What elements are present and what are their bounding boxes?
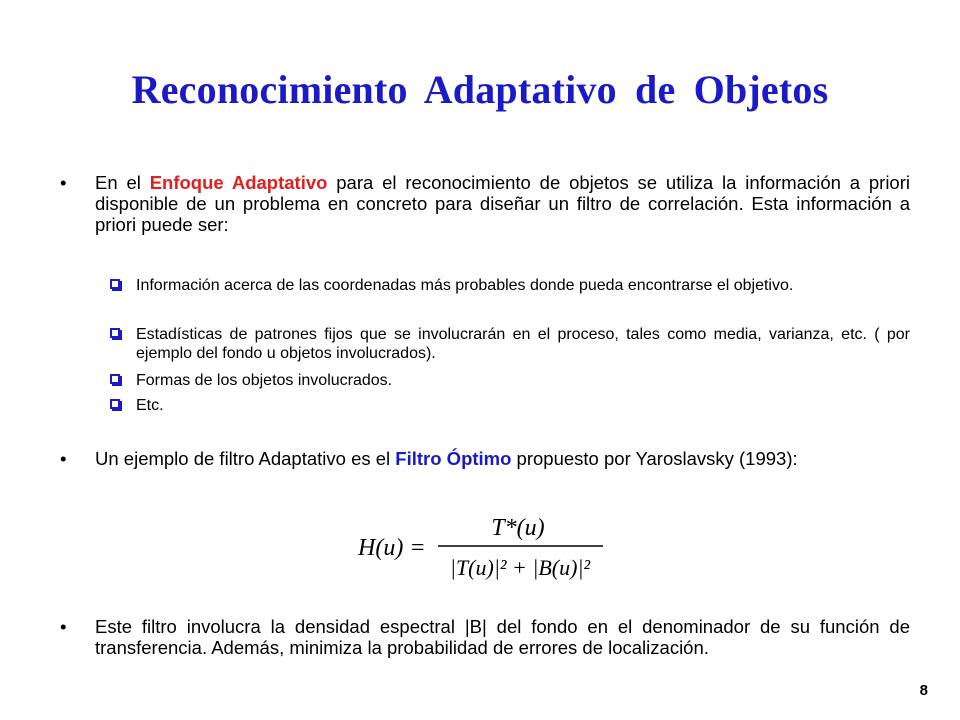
bullet-text-pre: Un ejemplo de filtro Adaptativo es el	[95, 448, 396, 469]
bullet-text	[95, 172, 910, 235]
bullet-icon: •	[60, 616, 67, 637]
page-number: 8	[919, 682, 928, 699]
highlight-filtro-optimo: Filtro Óptimo	[395, 448, 512, 469]
bullet-text-post: para el reconocimiento de objetos se utiliza la información a priori disponible de un problema en concreto para diseñar un filtro de correlación. Esta información a priori puede ser:	[95, 172, 910, 235]
bullet-text: Este filtro involucra la densidad espectral |B| del fondo en el denominador de su función de transferencia. Además, minimiza la probabilidad de errores de localización.	[95, 616, 910, 658]
checkbox-icon	[110, 328, 120, 338]
formula-denominator: |T(u)|² + |B(u)|²	[449, 555, 591, 580]
checkbox-icon	[110, 279, 120, 289]
subitem-text: Formas de los objetos involucrados.	[136, 372, 393, 389]
subitem-coordenadas	[110, 276, 910, 295]
subitem-text: Estadísticas de patrones fijos que se involucrarán en el proceso, tales como media, varianza, etc. ( por ejemplo del fondo u objetos involucrados).	[136, 326, 910, 362]
subitem-text: Etc.	[136, 397, 164, 414]
subitem-formas	[110, 371, 910, 390]
bullet-text	[95, 448, 910, 469]
checkbox-icon	[110, 374, 120, 384]
page-title: Reconocimiento Adaptativo de Objetos	[131, 67, 829, 112]
formula-lhs: H(u) =	[358, 535, 426, 561]
checkbox-icon	[110, 399, 120, 409]
bullet-item-densidad	[60, 616, 910, 658]
formula-numerator: T*(u)	[491, 515, 545, 541]
subitem-etc	[110, 396, 910, 415]
bullet-icon: •	[60, 172, 67, 193]
bullet-text-pre: En el	[95, 172, 150, 193]
bullet-item-filtro-optimo	[60, 448, 910, 469]
subitem-text: Información acerca de las coordenadas más probables donde pueda encontrarse el objetivo.	[136, 277, 794, 294]
bullet-icon: •	[60, 448, 67, 469]
bullet-item-enfoque	[60, 172, 910, 235]
bullet-text-post: propuesto por Yaroslavsky (1993):	[511, 448, 798, 469]
highlight-enfoque-adaptativo: Enfoque Adaptativo	[149, 172, 328, 193]
subitem-estadisticas	[110, 325, 910, 363]
optimal-filter-formula	[358, 505, 608, 595]
